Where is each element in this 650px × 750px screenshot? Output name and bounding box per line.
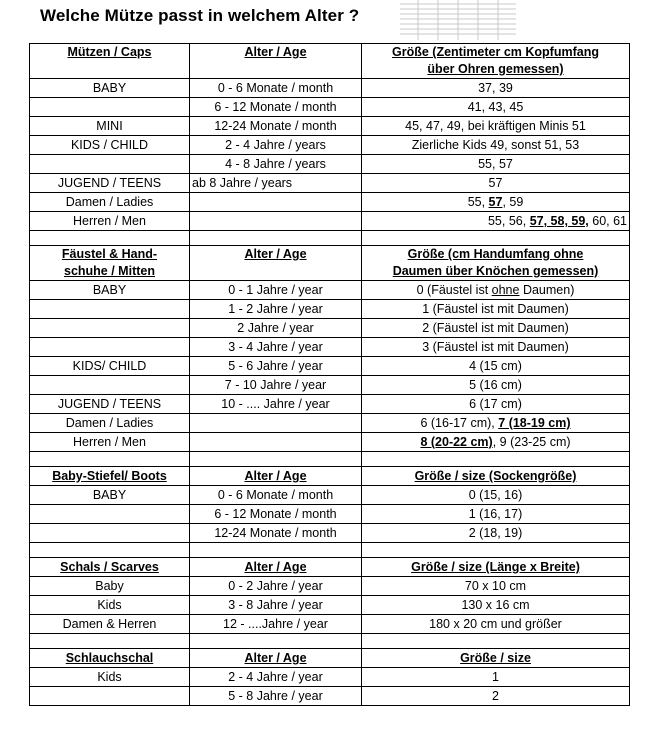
boots-header-age: Alter / Age: [190, 467, 362, 486]
row-category: [30, 300, 190, 319]
tube-header-category: Schlauchschal: [30, 649, 190, 668]
section-gap: [30, 543, 630, 558]
row-category: JUGEND / TEENS: [30, 174, 190, 193]
row-age: 5 - 8 Jahre / year: [190, 687, 362, 706]
row-age: 2 Jahre / year: [190, 319, 362, 338]
table-row: [30, 338, 630, 357]
row-category: Herren / Men: [30, 212, 190, 231]
caps-header-row: [30, 44, 630, 79]
row-category: [30, 98, 190, 117]
row-age: 0 - 6 Monate / month: [190, 79, 362, 98]
row-age: 0 - 1 Jahre / year: [190, 281, 362, 300]
table-row: [30, 193, 630, 212]
row-size: 1 (16, 17): [362, 505, 630, 524]
section-gap: [30, 231, 630, 246]
row-size: 2 (Fäustel ist mit Daumen): [362, 319, 630, 338]
row-size: 6 (17 cm): [362, 395, 630, 414]
table-row: [30, 596, 630, 615]
row-size: 57: [362, 174, 630, 193]
table-row: [30, 117, 630, 136]
table-row: [30, 615, 630, 634]
table-row: [30, 212, 630, 231]
row-age: ab 8 Jahre / years: [190, 174, 362, 193]
row-age: [190, 433, 362, 452]
row-category: [30, 524, 190, 543]
tube-header-age: Alter / Age: [190, 649, 362, 668]
row-category: [30, 505, 190, 524]
scarves-header-category: Schals / Scarves: [30, 558, 190, 577]
row-size: 41, 43, 45: [362, 98, 630, 117]
table-row: [30, 319, 630, 338]
row-category: [30, 319, 190, 338]
row-age: 12-24 Monate / month: [190, 117, 362, 136]
row-age: 7 - 10 Jahre / year: [190, 376, 362, 395]
row-size: 2 (18, 19): [362, 524, 630, 543]
row-category: Damen / Ladies: [30, 414, 190, 433]
row-size: 1: [362, 668, 630, 687]
row-size: 37, 39: [362, 79, 630, 98]
row-age: [190, 414, 362, 433]
row-age: 2 - 4 Jahre / year: [190, 668, 362, 687]
row-age: 10 - .... Jahre / year: [190, 395, 362, 414]
row-category: Damen & Herren: [30, 615, 190, 634]
row-age: 12 - ....Jahre / year: [190, 615, 362, 634]
row-category: KIDS / CHILD: [30, 136, 190, 155]
table-row: [30, 174, 630, 193]
page-title: Welche Mütze passt in welchem Alter ?: [40, 6, 360, 25]
row-size: 8 (20-22 cm), 9 (23-25 cm): [362, 433, 630, 452]
tube-header-size: Größe / size: [362, 649, 630, 668]
row-category: [30, 687, 190, 706]
mittens-header-age: Alter / Age: [190, 246, 362, 281]
row-category: Baby: [30, 577, 190, 596]
row-size: 3 (Fäustel ist mit Daumen): [362, 338, 630, 357]
row-age: 1 - 2 Jahre / year: [190, 300, 362, 319]
tube-header-row: [30, 649, 630, 668]
row-category: MINI: [30, 117, 190, 136]
boots-header-row: [30, 467, 630, 486]
table-row: [30, 524, 630, 543]
table-row: [30, 395, 630, 414]
caps-header-category: Mützen / Caps: [30, 44, 190, 79]
mittens-header-row: [30, 246, 630, 281]
row-size: 70 x 10 cm: [362, 577, 630, 596]
row-age: 5 - 6 Jahre / year: [190, 357, 362, 376]
decorative-grid-graphic: [398, 0, 518, 42]
table-row: [30, 433, 630, 452]
row-age: 2 - 4 Jahre / years: [190, 136, 362, 155]
row-category: [30, 155, 190, 174]
row-size: 180 x 20 cm und größer: [362, 615, 630, 634]
section-gap: [30, 634, 630, 649]
table-row: [30, 486, 630, 505]
table-row: [30, 155, 630, 174]
caps-header-size: Größe (Zentimeter cm Kopfumfang über Ohren gemessen): [362, 44, 630, 79]
table-row: [30, 136, 630, 155]
table-row: [30, 505, 630, 524]
row-age: 4 - 8 Jahre / years: [190, 155, 362, 174]
row-category: Kids: [30, 668, 190, 687]
row-category: Kids: [30, 596, 190, 615]
row-size: 45, 47, 49, bei kräftigen Minis 51: [362, 117, 630, 136]
row-category: BABY: [30, 281, 190, 300]
table-row: [30, 376, 630, 395]
row-category: [30, 376, 190, 395]
row-size: 55, 57: [362, 155, 630, 174]
scarves-header-size: Größe / size (Länge x Breite): [362, 558, 630, 577]
table-row: [30, 414, 630, 433]
table-row: [30, 300, 630, 319]
row-size: 4 (15 cm): [362, 357, 630, 376]
row-category: Herren / Men: [30, 433, 190, 452]
table-row: [30, 98, 630, 117]
row-age: 0 - 6 Monate / month: [190, 486, 362, 505]
row-size: 2: [362, 687, 630, 706]
row-category: BABY: [30, 79, 190, 98]
boots-header-category: Baby-Stiefel/ Boots: [30, 467, 190, 486]
row-age: 3 - 4 Jahre / year: [190, 338, 362, 357]
row-category: [30, 338, 190, 357]
mittens-header-category: Fäustel & Hand- schuhe / Mitten: [30, 246, 190, 281]
row-size: Zierliche Kids 49, sonst 51, 53: [362, 136, 630, 155]
sizes-table: [29, 43, 630, 706]
row-age: 6 - 12 Monate / month: [190, 505, 362, 524]
table-row: [30, 668, 630, 687]
table-row: [30, 577, 630, 596]
row-age: [190, 193, 362, 212]
row-size: 0 (Fäustel ist ohne Daumen): [362, 281, 630, 300]
table-row: [30, 687, 630, 706]
row-size: 55, 57, 59: [362, 193, 630, 212]
section-gap: [30, 452, 630, 467]
row-size: 6 (16-17 cm), 7 (18-19 cm): [362, 414, 630, 433]
row-category: BABY: [30, 486, 190, 505]
row-age: [190, 212, 362, 231]
table-row: [30, 79, 630, 98]
table-row: [30, 357, 630, 376]
row-age: 3 - 8 Jahre / year: [190, 596, 362, 615]
boots-header-size: Größe / size (Sockengröße): [362, 467, 630, 486]
row-size: 5 (16 cm): [362, 376, 630, 395]
row-category: KIDS/ CHILD: [30, 357, 190, 376]
row-age: 6 - 12 Monate / month: [190, 98, 362, 117]
row-size: 1 (Fäustel ist mit Daumen): [362, 300, 630, 319]
row-age: 0 - 2 Jahre / year: [190, 577, 362, 596]
scarves-header-row: [30, 558, 630, 577]
row-age: 12-24 Monate / month: [190, 524, 362, 543]
caps-header-age: Alter / Age: [190, 44, 362, 79]
row-size: 0 (15, 16): [362, 486, 630, 505]
row-size: 55, 56, 57, 58, 59, 60, 61: [362, 212, 630, 231]
mittens-header-size: Größe (cm Handumfang ohne Daumen über Knöchen gemessen): [362, 246, 630, 281]
row-size: 130 x 16 cm: [362, 596, 630, 615]
row-category: Damen / Ladies: [30, 193, 190, 212]
scarves-header-age: Alter / Age: [190, 558, 362, 577]
row-category: JUGEND / TEENS: [30, 395, 190, 414]
table-row: [30, 281, 630, 300]
